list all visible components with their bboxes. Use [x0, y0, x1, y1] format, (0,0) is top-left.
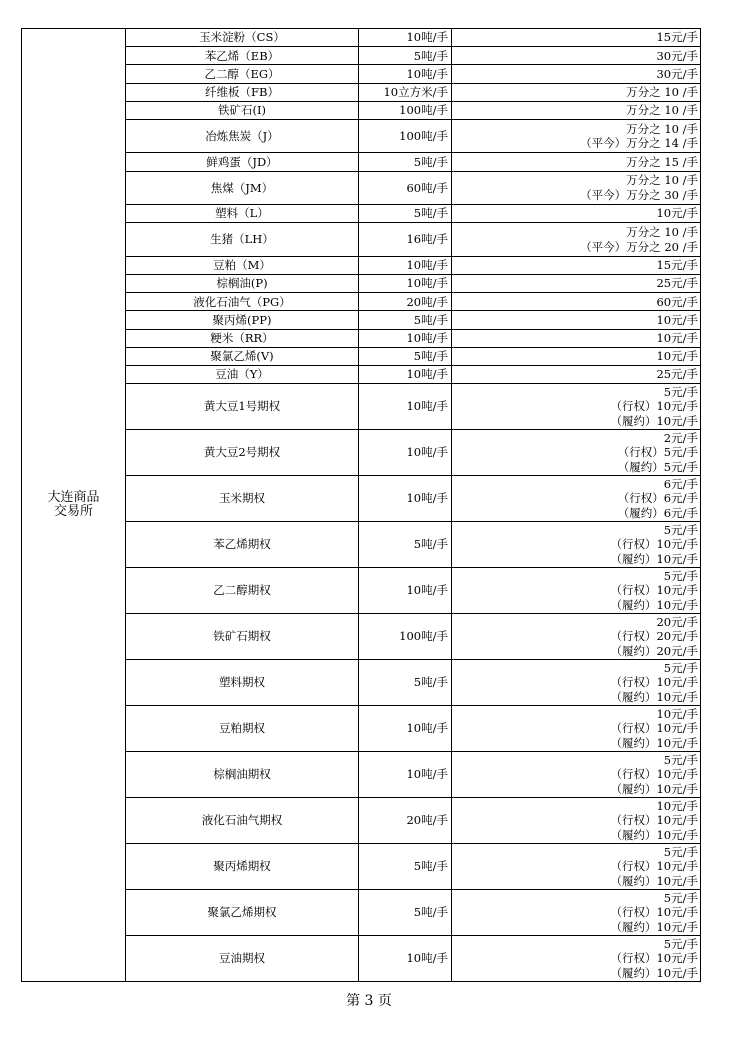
fee-cell: [452, 798, 701, 844]
trading-unit: 100吨/手: [359, 119, 452, 153]
fee-value: 6元/手: [663, 505, 698, 520]
fee-line: [452, 753, 698, 768]
fee-value: 5元/手: [663, 844, 698, 859]
fee-value: 10元/手: [656, 597, 698, 612]
fee-tag: （行权）: [610, 675, 657, 690]
fee-line: [452, 313, 698, 328]
trading-unit: 10吨/手: [359, 329, 452, 347]
product-name: 纤维板（FB）: [126, 83, 359, 101]
fee-cell: [452, 275, 701, 293]
fee-line: [452, 891, 698, 906]
fee-line: [452, 629, 698, 644]
product-name: 棕榈油期权: [126, 752, 359, 798]
trading-unit: 100吨/手: [359, 101, 452, 119]
fee-cell: [452, 119, 701, 153]
fee-line: [452, 598, 698, 613]
fee-cell: [452, 660, 701, 706]
fee-value: 6元/手: [663, 491, 698, 506]
fee-value: 5元/手: [663, 384, 698, 399]
trading-unit: 5吨/手: [359, 205, 452, 223]
fee-line: [452, 583, 698, 598]
trading-unit: 10吨/手: [359, 275, 452, 293]
product-name: 棕榈油(P): [126, 275, 359, 293]
trading-unit: 10吨/手: [359, 476, 452, 522]
fee-line: [452, 331, 698, 346]
product-name: 冶炼焦炭（J）: [126, 119, 359, 153]
fee-cell: [452, 65, 701, 83]
product-name: 塑料（L）: [126, 205, 359, 223]
fee-value: 20元/手: [656, 614, 698, 629]
table-row: [22, 29, 701, 47]
fee-value: 10元/手: [656, 537, 698, 552]
fee-tag: （行权）: [610, 813, 657, 828]
fee-tag: （行权）: [610, 721, 657, 736]
product-name: 豆油（Y）: [126, 365, 359, 383]
exchange-cell: [22, 29, 126, 982]
fee-line: [452, 966, 698, 981]
trading-unit: 10吨/手: [359, 384, 452, 430]
trading-unit: 60吨/手: [359, 171, 452, 205]
fee-line: [452, 707, 698, 722]
fee-line: [452, 225, 698, 240]
fee-cell: [452, 47, 701, 65]
fee-value: 10元/手: [656, 735, 698, 750]
fee-tag: （履约）: [610, 413, 657, 428]
fee-line: [452, 385, 698, 400]
fee-line: [452, 240, 698, 255]
fee-cell: [452, 476, 701, 522]
trading-unit: 10吨/手: [359, 568, 452, 614]
trading-unit: 10吨/手: [359, 65, 452, 83]
fee-line: [452, 491, 698, 506]
product-name: 焦煤（JM）: [126, 171, 359, 205]
fee-tag: （履约）: [610, 781, 657, 796]
fee-value: 10元/手: [656, 827, 698, 842]
product-name: 乙二醇期权: [126, 568, 359, 614]
fee-tag: （履约）: [610, 965, 657, 980]
product-name: 聚丙烯(PP): [126, 311, 359, 329]
fee-value: 20元/手: [656, 629, 698, 644]
fee-tag: （履约）: [610, 597, 657, 612]
fee-tag: （履约）: [617, 505, 664, 520]
trading-unit: 10吨/手: [359, 29, 452, 47]
fee-tag: （履约）: [617, 459, 664, 474]
fee-line: [452, 103, 698, 118]
fee-line: [452, 721, 698, 736]
trading-unit: 5吨/手: [359, 347, 452, 365]
fee-value: 2元/手: [663, 430, 698, 445]
fee-line: [452, 295, 698, 310]
trading-unit: 10吨/手: [359, 752, 452, 798]
trading-unit: 10立方米/手: [359, 83, 452, 101]
product-name: 豆粕（M）: [126, 256, 359, 274]
fee-cell: [452, 347, 701, 365]
product-name: 黄大豆1号期权: [126, 384, 359, 430]
fee-value: 10元/手: [656, 330, 698, 345]
product-name: 苯乙烯期权: [126, 522, 359, 568]
fee-value: 万分之 15 /手: [626, 154, 698, 169]
fee-line: [452, 675, 698, 690]
trading-unit: 10吨/手: [359, 430, 452, 476]
fee-value: 10元/手: [656, 551, 698, 566]
product-name: 黄大豆2号期权: [126, 430, 359, 476]
fee-line: [452, 431, 698, 446]
fee-value: 5元/手: [663, 459, 698, 474]
fee-line: [452, 477, 698, 492]
fee-line: [452, 122, 698, 137]
product-name: 聚氯乙烯期权: [126, 890, 359, 936]
fee-tag: （履约）: [610, 873, 657, 888]
fee-line: [452, 874, 698, 889]
fee-line: [452, 736, 698, 751]
fee-tag: （平今）: [580, 239, 627, 254]
fee-line: [452, 506, 698, 521]
fee-value: 10元/手: [656, 399, 698, 414]
fee-line: [452, 445, 698, 460]
fee-line: [452, 859, 698, 874]
fee-cell: [452, 430, 701, 476]
product-name: 鲜鸡蛋（JD）: [126, 153, 359, 171]
fee-line: [452, 349, 698, 364]
fee-tag: （履约）: [610, 551, 657, 566]
fee-tag: （行权）: [610, 537, 657, 552]
trading-unit: 5吨/手: [359, 153, 452, 171]
product-name: 液化石油气期权: [126, 798, 359, 844]
page-number: 第 3 页: [346, 993, 392, 1009]
fee-line: [452, 828, 698, 843]
fee-value: 10元/手: [656, 965, 698, 980]
fee-cell: [452, 101, 701, 119]
fee-cell: [452, 614, 701, 660]
fee-cell: [452, 936, 701, 982]
fee-tag: （行权）: [610, 905, 657, 920]
fee-tag: （平今）: [580, 136, 627, 151]
fee-value: 万分之 10 /手: [626, 173, 698, 188]
fee-tag: （行权）: [610, 767, 657, 782]
fee-value: 5元/手: [663, 445, 698, 460]
product-name: 粳米（RR）: [126, 329, 359, 347]
fee-value: 10元/手: [656, 689, 698, 704]
fee-line: [452, 951, 698, 966]
fee-tag: （行权）: [610, 583, 657, 598]
fee-value: 5元/手: [663, 660, 698, 675]
trading-unit: 10吨/手: [359, 365, 452, 383]
fee-cell: [452, 153, 701, 171]
fee-value: 10元/手: [656, 413, 698, 428]
fee-tag: （平今）: [580, 187, 627, 202]
fee-value: 15元/手: [656, 258, 698, 273]
fee-value: 10元/手: [656, 859, 698, 874]
product-name: 聚氯乙烯(V): [126, 347, 359, 365]
fee-line: [452, 155, 698, 170]
fee-value: 5元/手: [663, 522, 698, 537]
fee-tag: （履约）: [610, 735, 657, 750]
fee-value: 万分之 20 /手: [626, 239, 698, 254]
fee-value: 5元/手: [663, 890, 698, 905]
fee-line: [452, 552, 698, 567]
fee-value: 10元/手: [656, 349, 698, 364]
fee-value: 万分之 30 /手: [626, 187, 698, 202]
fee-value: 10元/手: [656, 781, 698, 796]
fee-cell: [452, 568, 701, 614]
fee-cell: [452, 844, 701, 890]
fee-line: [452, 276, 698, 291]
product-name: 生猪（LH）: [126, 223, 359, 257]
product-name: 液化石油气（PG）: [126, 293, 359, 311]
fee-line: [452, 905, 698, 920]
product-name: 豆油期权: [126, 936, 359, 982]
fee-tag: （履约）: [610, 643, 657, 658]
fee-line: [452, 85, 698, 100]
exchange-name-line: 大连商品: [47, 489, 100, 505]
fee-value: 10元/手: [656, 583, 698, 598]
trading-unit: 10吨/手: [359, 706, 452, 752]
fee-cell: [452, 365, 701, 383]
fee-value: 万分之 10 /手: [626, 84, 698, 99]
trading-unit: 20吨/手: [359, 293, 452, 311]
fee-value: 15元/手: [656, 30, 698, 45]
fee-cell: [452, 205, 701, 223]
fee-line: [452, 67, 698, 82]
fee-line: [452, 258, 698, 273]
fee-cell: [452, 223, 701, 257]
trading-unit: 5吨/手: [359, 47, 452, 65]
fee-line: [452, 569, 698, 584]
fee-value: 万分之 10 /手: [626, 225, 698, 240]
trading-unit: 20吨/手: [359, 798, 452, 844]
trading-unit: 5吨/手: [359, 844, 452, 890]
fee-line: [452, 767, 698, 782]
fee-value: 25元/手: [656, 276, 698, 291]
fee-line: [452, 136, 698, 151]
fee-cell: [452, 522, 701, 568]
fee-value: 10元/手: [656, 905, 698, 920]
product-name: 聚丙烯期权: [126, 844, 359, 890]
trading-unit: 5吨/手: [359, 890, 452, 936]
fee-value: 30元/手: [656, 48, 698, 63]
fee-line: [452, 30, 698, 45]
fee-value: 10元/手: [656, 951, 698, 966]
fee-value: 5元/手: [663, 568, 698, 583]
fee-value: 5元/手: [663, 936, 698, 951]
fee-value: 10元/手: [656, 798, 698, 813]
trading-unit: 16吨/手: [359, 223, 452, 257]
fee-tag: （履约）: [610, 919, 657, 934]
fee-value: 万分之 10 /手: [626, 121, 698, 136]
fee-value: 10元/手: [656, 813, 698, 828]
trading-unit: 5吨/手: [359, 660, 452, 706]
fee-line: [452, 188, 698, 203]
fee-tag: （行权）: [610, 629, 657, 644]
fee-cell: [452, 311, 701, 329]
fee-cell: [452, 293, 701, 311]
fee-value: 10元/手: [656, 706, 698, 721]
fee-line: [452, 173, 698, 188]
fee-table: [21, 28, 701, 982]
trading-unit: 100吨/手: [359, 614, 452, 660]
fee-line: [452, 49, 698, 64]
fee-cell: [452, 83, 701, 101]
fee-cell: [452, 752, 701, 798]
trading-unit: 5吨/手: [359, 311, 452, 329]
fee-line: [452, 920, 698, 935]
fee-value: 10元/手: [656, 206, 698, 221]
fee-cell: [452, 890, 701, 936]
product-name: 豆粕期权: [126, 706, 359, 752]
fee-line: [452, 460, 698, 475]
fee-value: 20元/手: [656, 643, 698, 658]
fee-line: [452, 813, 698, 828]
fee-cell: [452, 29, 701, 47]
fee-value: 5元/手: [663, 752, 698, 767]
fee-value: 10元/手: [656, 675, 698, 690]
fee-line: [452, 799, 698, 814]
fee-line: [452, 661, 698, 676]
fee-cell: [452, 171, 701, 205]
fee-line: [452, 845, 698, 860]
product-name: 铁矿石(I): [126, 101, 359, 119]
fee-value: 60元/手: [656, 294, 698, 309]
fee-cell: [452, 329, 701, 347]
fee-value: 万分之 14 /手: [626, 136, 698, 151]
fee-cell: [452, 706, 701, 752]
product-name: 苯乙烯（EB）: [126, 47, 359, 65]
fee-value: 10元/手: [656, 721, 698, 736]
product-name: 塑料期权: [126, 660, 359, 706]
fee-value: 万分之 10 /手: [626, 103, 698, 118]
fee-tag: （行权）: [610, 399, 657, 414]
fee-value: 10元/手: [656, 873, 698, 888]
fee-tag: （行权）: [610, 859, 657, 874]
fee-line: [452, 615, 698, 630]
fee-line: [452, 537, 698, 552]
fee-cell: [452, 256, 701, 274]
product-name: 玉米期权: [126, 476, 359, 522]
fee-tag: （行权）: [617, 445, 664, 460]
fee-cell: [452, 384, 701, 430]
fee-value: 25元/手: [656, 367, 698, 382]
trading-unit: 5吨/手: [359, 522, 452, 568]
fee-tag: （行权）: [610, 951, 657, 966]
fee-value: 10元/手: [656, 312, 698, 327]
fee-tag: （履约）: [610, 689, 657, 704]
fee-line: [452, 414, 698, 429]
fee-line: [452, 206, 698, 221]
trading-unit: 10吨/手: [359, 936, 452, 982]
fee-tag: （行权）: [617, 491, 664, 506]
trading-unit: 10吨/手: [359, 256, 452, 274]
fee-line: [452, 367, 698, 382]
fee-value: 10元/手: [656, 919, 698, 934]
fee-value: 6元/手: [663, 476, 698, 491]
product-name: 铁矿石期权: [126, 614, 359, 660]
fee-line: [452, 399, 698, 414]
exchange-name-line: 交易所: [53, 504, 93, 520]
product-name: 玉米淀粉（CS）: [126, 29, 359, 47]
fee-value: 10元/手: [656, 767, 698, 782]
product-name: 乙二醇（EG）: [126, 65, 359, 83]
fee-value: 30元/手: [656, 66, 698, 81]
fee-line: [452, 690, 698, 705]
fee-line: [452, 782, 698, 797]
fee-line: [452, 523, 698, 538]
fee-tag: （履约）: [610, 827, 657, 842]
fee-line: [452, 937, 698, 952]
fee-line: [452, 644, 698, 659]
